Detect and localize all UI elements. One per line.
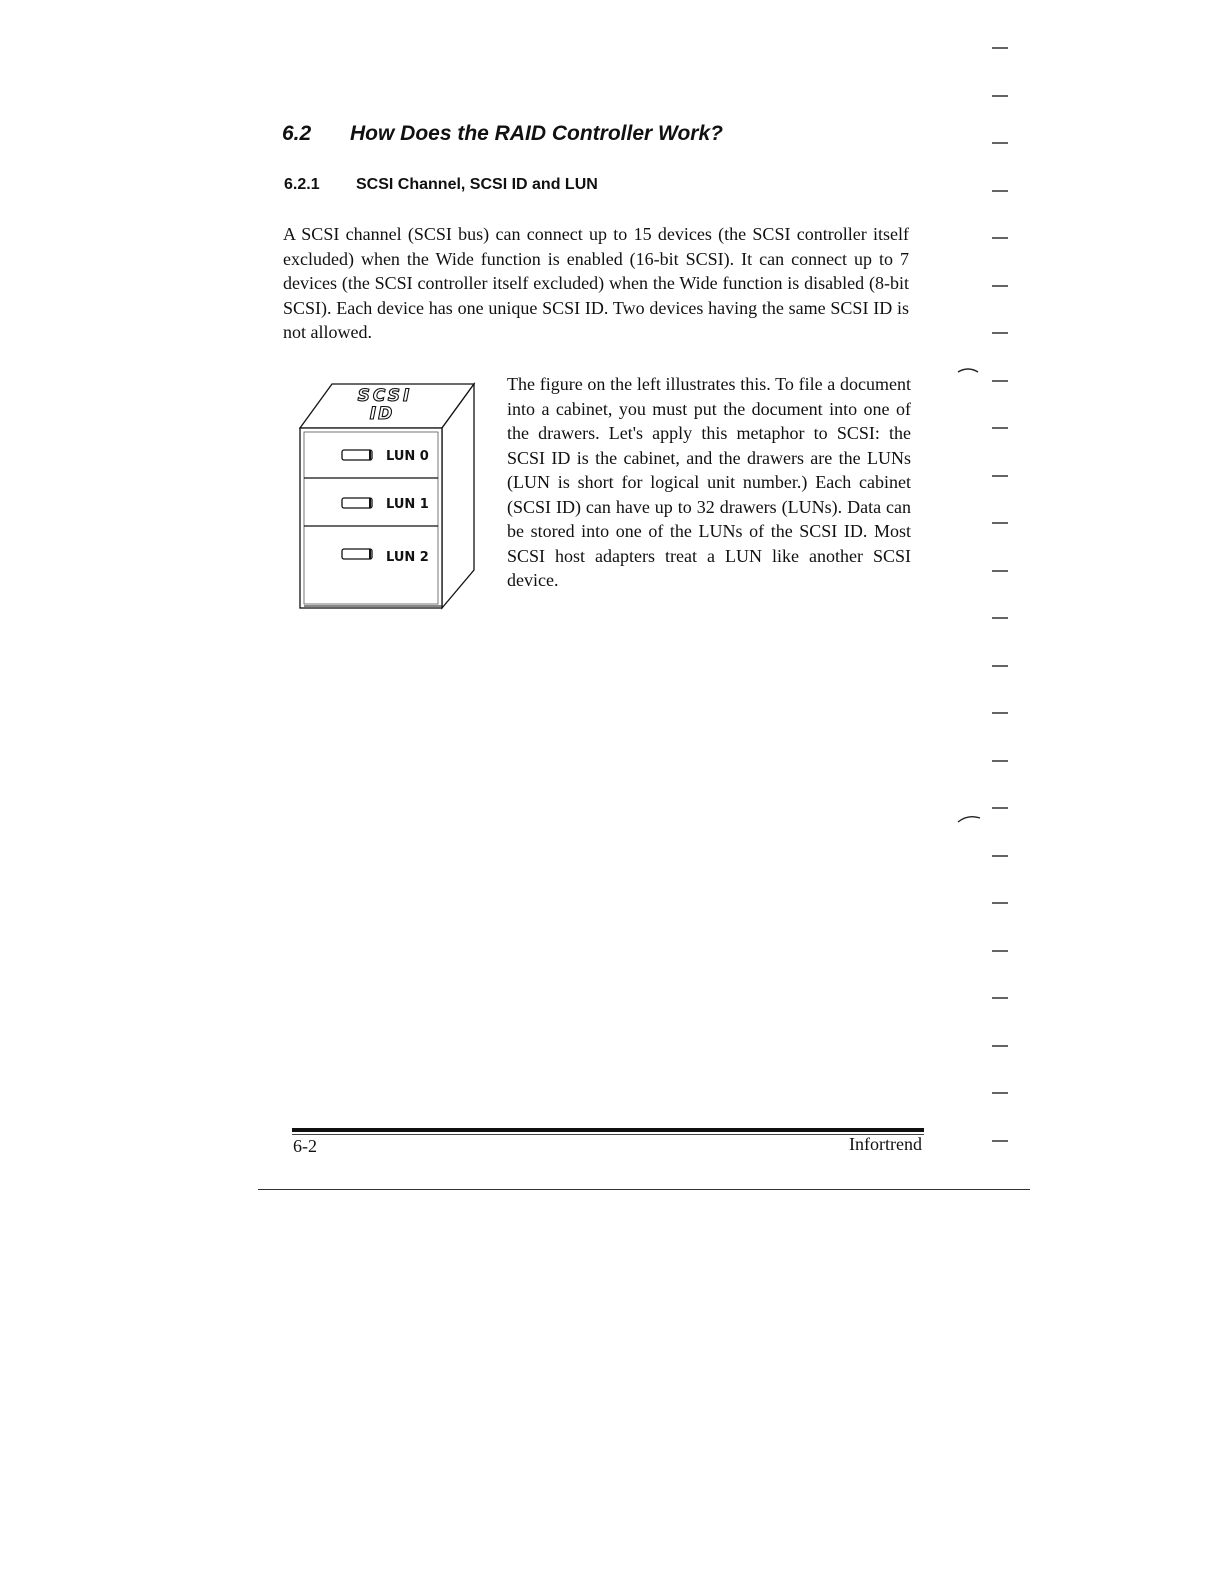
subsection-title: SCSI Channel, SCSI ID and LUN xyxy=(356,176,598,193)
cabinet-label-id: ID xyxy=(369,404,395,424)
drawer-handle-icon xyxy=(342,549,372,559)
drawer-handle-icon xyxy=(342,450,372,460)
page-bottom-edge xyxy=(258,1189,1030,1190)
drawer-handle-icon xyxy=(342,498,372,508)
section-title: How Does the RAID Controller Work? xyxy=(350,122,723,145)
cabinet-label-scsi: SCSI xyxy=(357,386,413,406)
footer-rule xyxy=(292,1128,924,1132)
page-number: 6-2 xyxy=(293,1136,317,1156)
intro-paragraph: A SCSI channel (SCSI bus) can connect up to 15 devices (the SCSI controller itself excluded) when the Wide function is enabled (16-bit SCSI). It can connect up to 7 devices (the SCSI controller itself excluded) when the Wide function is disabled (8-bit SCSI). Each device has one unique SCSI ID. Two devices having the same SCSI ID is not allowed. xyxy=(283,224,909,342)
figure-paragraph: The figure on the left illustrates this. To file a document into a cabinet, you must put the document into one of the drawers. Let's apply this metaphor to SCSI: the SCSI ID is the cabinet, and the drawers are the LUNs (LUN is short for logical unit number.) Each cabinet (SCSI ID) can have up to 32 drawers (LUNs). Data can be stored into one of the LUNs of the SCSI ID. Most SCSI host adapters treat a LUN like another SCSI device. xyxy=(507,374,911,590)
drawer-label: LUN 1 xyxy=(386,497,429,512)
drawer-label: LUN 0 xyxy=(386,449,429,464)
filing-cabinet-figure xyxy=(292,380,482,612)
footer-brand: Infortrend xyxy=(849,1134,922,1154)
section-number: 6.2 xyxy=(282,122,312,145)
footer-rule-thin xyxy=(292,1134,924,1135)
section-heading xyxy=(282,122,723,146)
subsection-number: 6.2.1 xyxy=(284,176,320,193)
drawer-label: LUN 2 xyxy=(386,550,429,565)
subsection-heading xyxy=(284,176,598,194)
